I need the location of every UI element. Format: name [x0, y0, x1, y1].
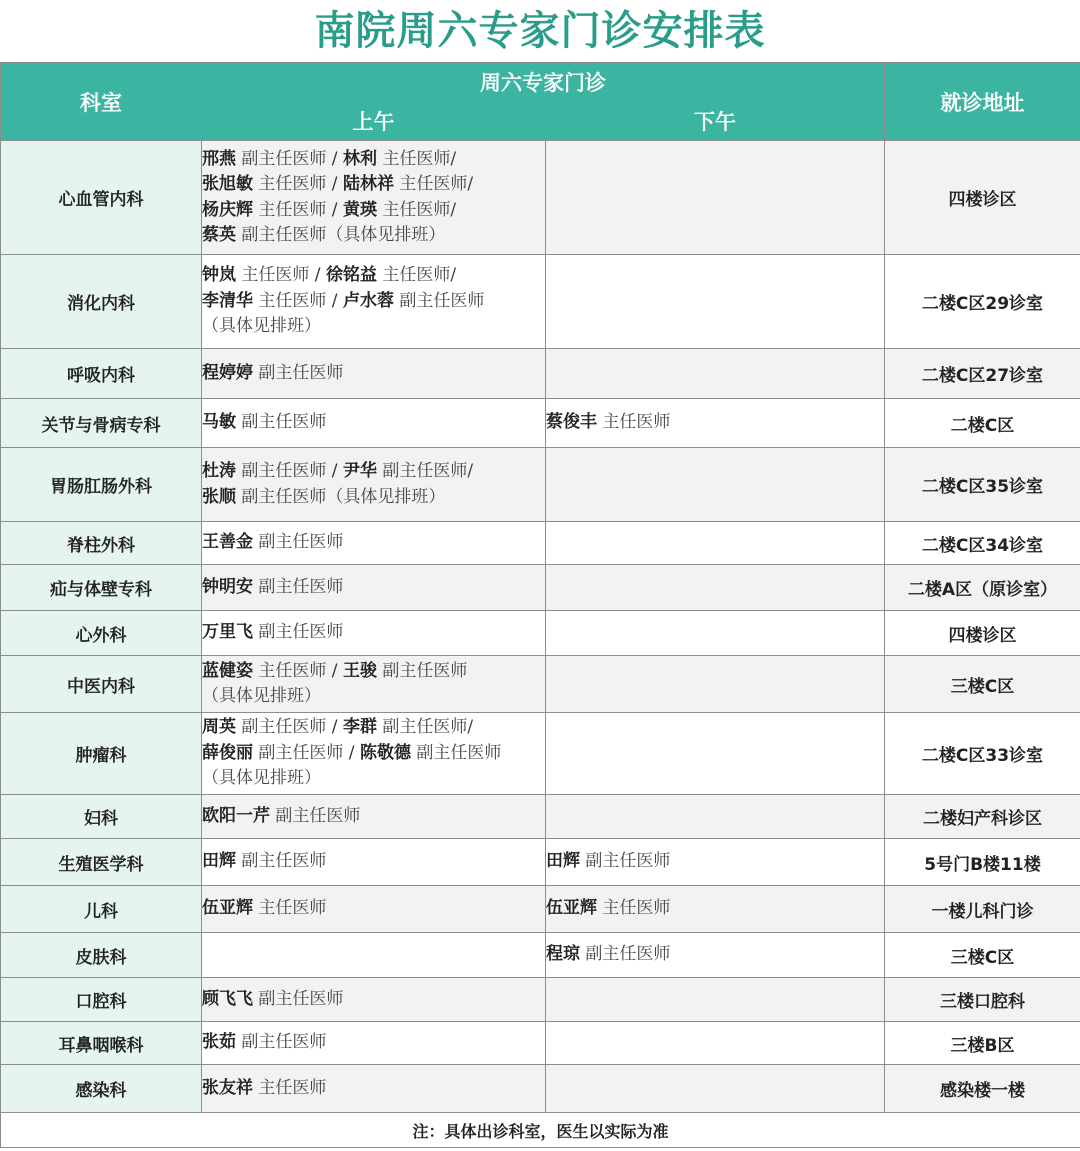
- am-doctors-cell: [202, 713, 546, 795]
- doctor-title: 副主任医师: [258, 532, 344, 553]
- doctor-line: [202, 223, 545, 249]
- department-cell: 脊柱外科: [1, 522, 202, 565]
- header-saturday: 周六专家门诊: [202, 63, 885, 102]
- doctor-name: 张旭敏: [202, 174, 253, 194]
- doctor-name: 田辉: [546, 851, 580, 872]
- doctor-name: 王骏: [342, 660, 377, 681]
- pm-doctors-cell: [546, 349, 885, 399]
- doctor-name: 尹华: [342, 461, 377, 481]
- doctor-line: [202, 289, 545, 315]
- table-row: [1, 399, 1080, 448]
- department-cell: 生殖医学科: [1, 839, 202, 886]
- doctor-title: 主任医师: [602, 898, 671, 919]
- page-title: 南院周六专家门诊安排表: [314, 8, 766, 54]
- separator: /: [326, 290, 343, 311]
- table-row: [1, 1065, 1080, 1113]
- doctor-name: 伍亚辉: [546, 898, 597, 919]
- am-doctors-cell: [202, 611, 546, 656]
- doctor-title: 主任医师/: [399, 174, 474, 194]
- doctor-title: 主任医师: [258, 660, 327, 681]
- table-row: [1, 886, 1080, 933]
- doctor-title: 副主任医师（具体见排班）: [241, 225, 446, 245]
- department-cell: 心外科: [1, 611, 202, 656]
- pm-doctors-cell: [546, 448, 885, 522]
- doctor-title: 主任医师: [258, 1077, 327, 1098]
- doctor-line: [202, 198, 545, 224]
- address-cell: 感染楼一楼: [885, 1065, 1080, 1113]
- doctor-name: 薛俊丽: [202, 742, 253, 763]
- doctor-name: 林利: [342, 148, 377, 169]
- doctor-name: 欧阳一芹: [202, 805, 270, 826]
- address-cell: 四楼诊区: [885, 141, 1080, 255]
- doctor-line: [202, 314, 545, 340]
- pm-doctors-cell: [546, 255, 885, 349]
- doctor-title: 副主任医师: [241, 461, 327, 481]
- pm-doctors-cell: [546, 656, 885, 713]
- am-doctors-cell: [202, 565, 546, 611]
- doctor-title: 副主任医师/: [382, 461, 474, 481]
- footnote: 注：具体出诊科室，医生以实际为准: [1, 1113, 1080, 1148]
- doctor-title: 副主任医师/: [382, 717, 474, 738]
- doctor-name: 徐铭益: [325, 265, 377, 286]
- table-row: [1, 656, 1080, 713]
- doctor-title: （具体见排班）: [202, 768, 321, 789]
- table-row: [1, 448, 1080, 522]
- doctor-name: 邢燕: [202, 148, 236, 169]
- doctor-name: 程琼: [546, 944, 580, 965]
- table-row: [1, 141, 1080, 255]
- separator: /: [326, 174, 343, 194]
- department-cell: 皮肤科: [1, 933, 202, 978]
- doctor-title: （具体见排班）: [202, 686, 321, 706]
- doctor-line: [202, 659, 545, 685]
- doctor-line: [202, 766, 545, 792]
- doctor-line: [202, 896, 545, 922]
- am-doctors-cell: [202, 349, 546, 399]
- pm-doctors-cell: [546, 611, 885, 656]
- pm-doctors-cell: [546, 978, 885, 1022]
- pm-doctors-cell: [546, 933, 885, 978]
- address-cell: 四楼诊区: [885, 611, 1080, 656]
- doctor-line: [202, 715, 545, 741]
- table-row: [1, 795, 1080, 839]
- separator: /: [326, 199, 343, 220]
- table-row: [1, 713, 1080, 795]
- department-cell: 儿科: [1, 886, 202, 933]
- table-row: [1, 349, 1080, 399]
- am-doctors-cell: [202, 522, 546, 565]
- doctor-line: [202, 684, 545, 710]
- header-morning: 上午: [202, 102, 546, 141]
- doctor-name: 周英: [202, 717, 236, 738]
- doctor-line: [546, 942, 884, 968]
- table-row: [1, 1022, 1080, 1065]
- doctor-name: 马敏: [202, 412, 236, 433]
- am-doctors-cell: [202, 448, 546, 522]
- doctor-title: （具体见排班）: [202, 316, 321, 337]
- doctor-name: 李清华: [202, 290, 253, 311]
- doctor-name: 杜涛: [202, 461, 236, 481]
- am-doctors-cell: [202, 1065, 546, 1113]
- doctor-name: 陆林祥: [342, 174, 394, 194]
- table-row: [1, 255, 1080, 349]
- pm-doctors-cell: [546, 1022, 885, 1065]
- department-cell: 感染科: [1, 1065, 202, 1113]
- table-row: [1, 611, 1080, 656]
- address-cell: 二楼C区33诊室: [885, 713, 1080, 795]
- separator: /: [343, 742, 360, 763]
- doctor-name: 黄瑛: [342, 199, 377, 220]
- address-cell: 二楼C区27诊室: [885, 349, 1080, 399]
- table-row: [1, 565, 1080, 611]
- doctor-title: 副主任医师: [258, 622, 344, 643]
- address-cell: 二楼C区34诊室: [885, 522, 1080, 565]
- address-cell: 三楼C区: [885, 933, 1080, 978]
- doctor-title: 副主任医师: [258, 742, 344, 763]
- department-cell: 胃肠肛肠外科: [1, 448, 202, 522]
- doctor-line: [202, 172, 545, 198]
- doctor-line: [202, 410, 545, 436]
- department-cell: 消化内科: [1, 255, 202, 349]
- address-cell: 二楼妇产科诊区: [885, 795, 1080, 839]
- doctor-title: 副主任医师: [399, 290, 485, 311]
- doctor-title: 副主任医师: [258, 576, 344, 597]
- separator: /: [326, 660, 343, 681]
- am-doctors-cell: [202, 255, 546, 349]
- address-cell: 二楼C区35诊室: [885, 448, 1080, 522]
- pm-doctors-cell: [546, 141, 885, 255]
- table-row: [1, 839, 1080, 886]
- department-cell: 心血管内科: [1, 141, 202, 255]
- doctor-name: 钟明安: [202, 576, 253, 597]
- doctor-line: [202, 485, 545, 511]
- doctor-line: [202, 263, 545, 289]
- doctor-name: 田辉: [202, 851, 236, 872]
- doctor-title: 副主任医师（具体见排班）: [241, 486, 446, 507]
- department-cell: 妇科: [1, 795, 202, 839]
- pm-doctors-cell: [546, 886, 885, 933]
- doctor-line: [202, 147, 545, 173]
- address-cell: 三楼B区: [885, 1022, 1080, 1065]
- am-doctors-cell: [202, 1022, 546, 1065]
- doctor-title: 主任医师: [258, 174, 327, 194]
- department-cell: 呼吸内科: [1, 349, 202, 399]
- schedule-table: [0, 62, 1080, 1148]
- doctor-name: 卢水蓉: [342, 290, 394, 311]
- doctor-name: 王善金: [202, 532, 253, 553]
- address-cell: 二楼C区: [885, 399, 1080, 448]
- doctor-title: 副主任医师: [275, 805, 361, 826]
- header-afternoon: 下午: [546, 102, 885, 141]
- doctor-name: 顾飞飞: [202, 988, 253, 1009]
- doctor-line: [202, 530, 545, 556]
- schedule-body: [1, 141, 1080, 1113]
- header-address: 就诊地址: [885, 63, 1080, 141]
- doctor-title: 主任医师/: [382, 199, 457, 220]
- pm-doctors-cell: [546, 713, 885, 795]
- doctor-name: 程婷婷: [202, 362, 253, 383]
- doctor-title: 副主任医师: [241, 1032, 327, 1053]
- doctor-title: 主任医师: [258, 199, 327, 220]
- doctor-line: [202, 1030, 545, 1056]
- am-doctors-cell: [202, 839, 546, 886]
- doctor-title: 主任医师: [258, 290, 327, 311]
- separator: /: [326, 148, 343, 169]
- doctor-title: 主任医师/: [382, 148, 457, 169]
- doctor-line: [546, 849, 884, 875]
- department-cell: 疝与体壁专科: [1, 565, 202, 611]
- doctor-line: [202, 459, 545, 485]
- doctor-line: [202, 741, 545, 767]
- separator: /: [309, 265, 326, 286]
- doctor-line: [546, 896, 884, 922]
- am-doctors-cell: [202, 978, 546, 1022]
- pm-doctors-cell: [546, 795, 885, 839]
- doctor-line: [202, 361, 545, 387]
- doctor-name: 张友祥: [202, 1077, 253, 1098]
- doctor-title: 主任医师: [241, 265, 310, 286]
- doctor-name: 李群: [342, 717, 377, 738]
- doctor-line: [546, 410, 884, 436]
- doctor-line: [202, 620, 545, 646]
- doctor-title: 副主任医师: [585, 944, 671, 965]
- doctor-line: [202, 987, 545, 1013]
- table-row: [1, 978, 1080, 1022]
- address-cell: 一楼儿科门诊: [885, 886, 1080, 933]
- separator: /: [326, 461, 343, 481]
- department-cell: 耳鼻咽喉科: [1, 1022, 202, 1065]
- department-cell: 口腔科: [1, 978, 202, 1022]
- department-cell: 中医内科: [1, 656, 202, 713]
- doctor-title: 副主任医师: [258, 988, 344, 1009]
- address-cell: 二楼A区（原诊室）: [885, 565, 1080, 611]
- doctor-line: [202, 575, 545, 601]
- doctor-line: [202, 849, 545, 875]
- doctor-name: 钟岚: [202, 265, 236, 286]
- am-doctors-cell: [202, 795, 546, 839]
- doctor-line: [202, 1076, 545, 1102]
- doctor-line: [202, 804, 545, 830]
- doctor-title: 主任医师: [258, 898, 327, 919]
- doctor-title: 副主任医师: [416, 742, 502, 763]
- table-row: [1, 522, 1080, 565]
- pm-doctors-cell: [546, 522, 885, 565]
- doctor-title: 副主任医师: [258, 362, 344, 383]
- table-row: [1, 933, 1080, 978]
- doctor-title: 副主任医师: [241, 717, 327, 738]
- pm-doctors-cell: [546, 565, 885, 611]
- address-cell: 三楼C区: [885, 656, 1080, 713]
- am-doctors-cell: [202, 933, 546, 978]
- address-cell: 三楼口腔科: [885, 978, 1080, 1022]
- department-cell: 关节与骨病专科: [1, 399, 202, 448]
- doctor-name: 张茹: [202, 1032, 236, 1053]
- department-cell: 肿瘤科: [1, 713, 202, 795]
- am-doctors-cell: [202, 886, 546, 933]
- address-cell: 二楼C区29诊室: [885, 255, 1080, 349]
- doctor-title: 主任医师: [602, 412, 671, 433]
- pm-doctors-cell: [546, 839, 885, 886]
- doctor-title: 副主任医师: [382, 660, 468, 681]
- doctor-title: 主任医师/: [382, 265, 457, 286]
- am-doctors-cell: [202, 656, 546, 713]
- doctor-name: 蔡英: [202, 225, 236, 245]
- address-cell: 5号门B楼11楼: [885, 839, 1080, 886]
- doctor-title: 副主任医师: [241, 412, 327, 433]
- doctor-name: 蓝健姿: [202, 660, 253, 681]
- doctor-name: 蔡俊丰: [546, 412, 597, 433]
- doctor-name: 陈敬德: [359, 742, 411, 763]
- doctor-title: 副主任医师: [585, 851, 671, 872]
- am-doctors-cell: [202, 141, 546, 255]
- pm-doctors-cell: [546, 399, 885, 448]
- doctor-name: 万里飞: [202, 622, 253, 643]
- doctor-name: 伍亚辉: [202, 898, 253, 919]
- am-doctors-cell: [202, 399, 546, 448]
- doctor-name: 张顺: [202, 486, 236, 507]
- doctor-title: 副主任医师: [241, 851, 327, 872]
- doctor-title: 副主任医师: [241, 148, 327, 169]
- doctor-name: 杨庆辉: [202, 199, 253, 220]
- separator: /: [326, 717, 343, 738]
- pm-doctors-cell: [546, 1065, 885, 1113]
- header-dept: 科室: [1, 63, 202, 141]
